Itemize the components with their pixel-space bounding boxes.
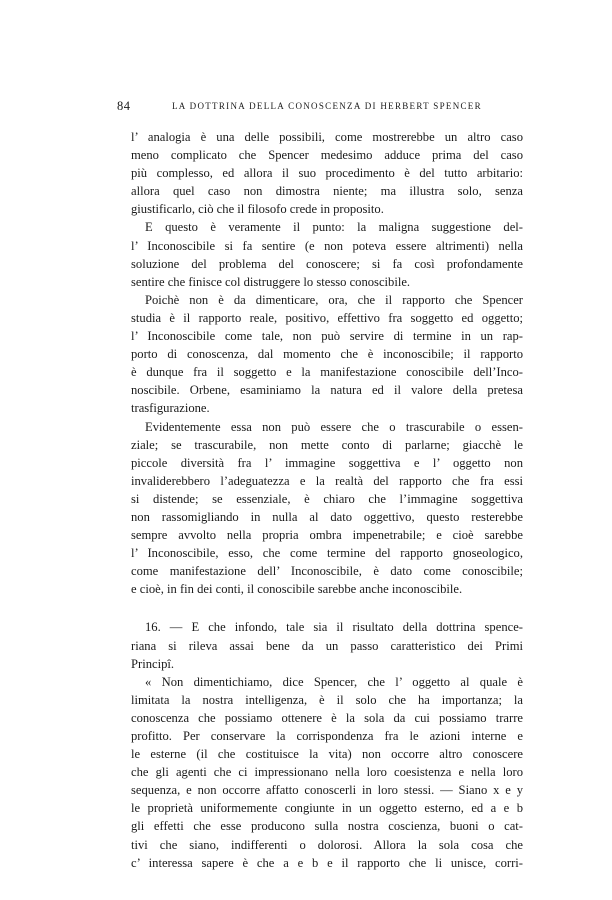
text-line: che gli agenti che ci impressionano nella loro coesistenza e nella loro (131, 765, 523, 780)
text-line: giustificarlo, ciò che il filosofo crede in proposito. (131, 202, 384, 217)
text-line: non rassomigliando in nulla al dato oggettivo, questo resterebbe (131, 509, 523, 524)
text-line: studia è il rapporto reale, positivo, effettivo fra soggetto ed oggetto; (131, 310, 523, 325)
text-line: « Non dimentichiamo, dice Spencer, che l’ oggetto al quale è (145, 674, 523, 689)
text-line: ziale; se trascurabile, non mette conto di parlarne; giacchè le (131, 437, 523, 452)
text-line: e cioè, in fin dei conti, il conoscibile sarebbe anche inconoscibile. (131, 582, 463, 597)
text-line: sempre avvolto nella propria ombra impenetrabile; e cioè sarebbe (131, 528, 523, 543)
text-line: è dunque fra il soggetto e la manifestazione conoscibile dell’Inco- (131, 365, 523, 380)
paragraph (131, 673, 523, 872)
text-line: porto di conoscenza, dal momento che è inconoscibile; il rapporto (131, 347, 523, 362)
text-line: Evidentemente essa non può essere che o trascurabile o essen- (145, 419, 523, 434)
text-line: Principî. (131, 656, 175, 671)
paragraph (131, 418, 523, 599)
paragraph (131, 128, 523, 218)
paragraph (131, 618, 523, 672)
text-line: soluzione del problema del conoscere; si fa così profondamente (131, 256, 523, 271)
text-line: tivi che siano, indifferenti o dolorosi. Allora la sola cosa che (131, 837, 523, 852)
text-line: allora quel caso non dimostra niente; ma illustra solo, senza (131, 184, 523, 199)
text-line: le proprietà uniformemente congiunte in un oggetto esterno, ed a e b (131, 801, 523, 816)
text-line: trasfigurazione. (131, 401, 210, 416)
text-line: sentire che finisce col distruggere lo stesso conoscibile. (131, 274, 411, 289)
text-line: l’ analogia è una delle possibili, come mostrerebbe un altro caso (131, 130, 523, 144)
text-line: noscibile. Orbene, esaminiamo la natura ed il valore della pretesa (131, 383, 523, 398)
text-line: c’ interessa sapere è che a e b e il rapporto che li unisce, corri- (131, 855, 523, 870)
text-line: profitto. Per conservare la corrispondenza fra le azioni interne e (131, 729, 523, 743)
text-line: si distende; se essenziale, è chiaro che l’immagine soggettiva (131, 491, 523, 506)
text-line: limitata la nostra intelligenza, è il solo che ha importanza; la (131, 692, 523, 707)
text-line: Poichè non è da dimenticare, ora, che il rapporto che Spencer (145, 292, 523, 307)
text-line: E questo è veramente il punto: la maligna suggestione del- (145, 220, 523, 235)
text-line: come manifestazione dell’ Inconoscibile, è dato come conoscibile; (131, 564, 523, 579)
running-title: LA DOTTRINA DELLA CONOSCENZA DI HERBERT SPENCER (172, 101, 482, 111)
text-line: riana si rileva assai bene da un passo caratteristico dei Primi (131, 638, 523, 653)
text-line: 16. — E che infondo, tale sia il risultato della dottrina spence- (145, 620, 523, 635)
text-line: l’ Inconoscibile come tale, non può servire di termine in un rap- (131, 329, 523, 344)
page-number: 84 (117, 99, 131, 113)
body-text (131, 128, 523, 872)
text-line: l’ Inconoscibile si fa sentire (e non poteva essere altrimenti) nella (131, 238, 523, 253)
text-line: piccole diversità fra l’ immagine soggettiva e l’ oggetto non (131, 455, 523, 470)
text-line: più complesso, ed allora il suo procedimento è del tutto arbitario: (131, 166, 523, 181)
text-line: conoscenza che possiamo ottenere è la sola da cui possiamo trarre (131, 710, 523, 725)
paragraph (131, 291, 523, 418)
text-line: invaliderebbero l’adeguatezza e la realtà del rapporto che fra essi (131, 473, 523, 488)
text-line: l’ Inconoscibile, esso, che come termine del rapporto gnoseologico, (131, 546, 523, 561)
page-header (117, 99, 507, 115)
text-line: le esterne (il che costituisce la vita) non occorre altro conoscere (131, 747, 523, 762)
text-line: sequenza, e non occorre affatto conoscerli in loro stessi. — Siano x e y (131, 783, 523, 798)
paragraph (131, 218, 523, 290)
text-line: gli effetti che esse producono sulla nostra coscienza, buoni o cat- (131, 819, 523, 834)
section-gap (131, 598, 523, 618)
text-line: meno complicato che Spencer medesimo adduce prima del caso (131, 148, 523, 163)
